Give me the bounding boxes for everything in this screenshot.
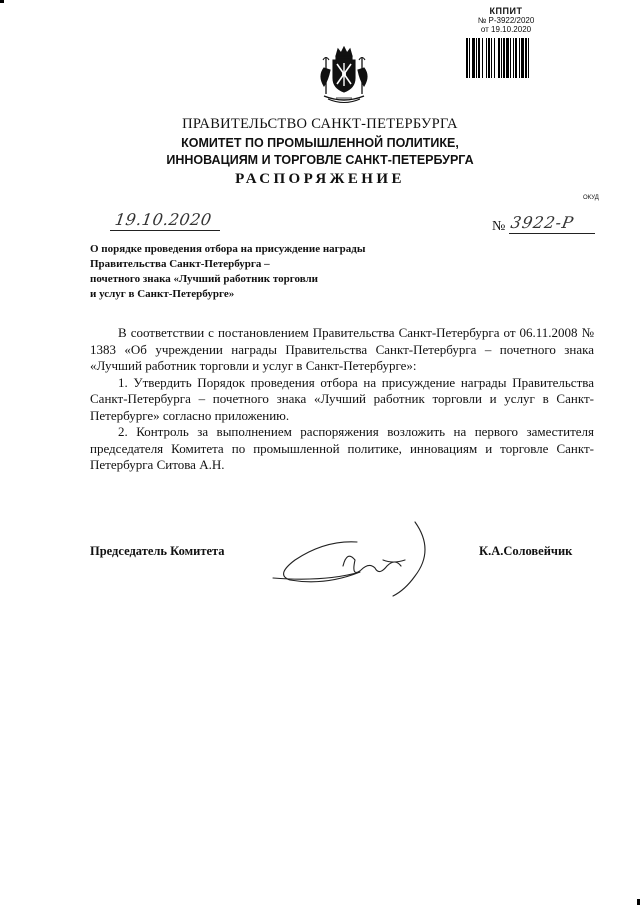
barcode-bar (506, 38, 509, 78)
intro-paragraph: В соответствии с постановлением Правительства Санкт-Петербурга от 06.11.2008 № 1383 «Об учреждении награды Правительства Санкт-Петербурга – почетного знака «Лучший работник торговли и услуг в Санкт-Петербурге»: (90, 325, 594, 373)
barcode-bar (515, 38, 517, 78)
document-date: 19.10.2020 (113, 210, 213, 229)
barcode-bar (501, 38, 502, 78)
government-title: ПРАВИТЕЛЬСТВО САНКТ-ПЕТЕРБУРГА (182, 116, 458, 132)
okud-label: ОКУД (583, 195, 599, 201)
date-underline (110, 230, 220, 231)
stamp-reg-number: № Р-3922/2020 (477, 16, 535, 25)
barcode-bar (498, 38, 500, 78)
barcode-bar (491, 38, 492, 78)
number-prefix: № (492, 219, 506, 234)
signatory-name: К.А.Соловейчик (479, 544, 573, 558)
barcode-bar (482, 38, 483, 78)
subject-line: Правительства Санкт-Петербурга – (90, 258, 270, 270)
barcode-bar (478, 38, 480, 78)
barcode-bar (503, 38, 505, 78)
document-number: 3922-Р (509, 213, 576, 232)
committee-name (0, 135, 640, 169)
barcode-bar (513, 38, 514, 78)
scan-artifact (0, 0, 4, 3)
committee-line: КОМИТЕТ ПО ПРОМЫШЛЕННОЙ ПОЛИТИКЕ, (181, 136, 459, 150)
barcode-bar (472, 38, 475, 78)
document-type: РАСПОРЯЖЕНИЕ (235, 171, 405, 187)
document-subject (90, 242, 430, 302)
barcode-bar (528, 38, 529, 78)
signatory-role: Председатель Комитета (90, 544, 225, 558)
barcode-bar (469, 38, 470, 78)
barcode-bar (486, 38, 487, 78)
barcode (465, 38, 553, 78)
stamp-reg-date: от 19.10.2020 (480, 25, 532, 34)
barcode-bar (476, 38, 477, 78)
stamp-org: КППИТ (489, 6, 523, 16)
handwritten-signature (265, 520, 445, 600)
barcode-bar (466, 38, 468, 78)
barcode-bar (494, 38, 495, 78)
number-underline (509, 233, 595, 234)
committee-line: ИННОВАЦИЯМ И ТОРГОВЛЕ САНКТ-ПЕТЕРБУРГА (166, 153, 474, 167)
coat-of-arms-icon (314, 46, 374, 108)
barcode-bar (521, 38, 524, 78)
subject-line: и услуг в Санкт-Петербурге» (90, 288, 235, 300)
registration-stamp (466, 6, 546, 34)
barcode-bar (519, 38, 520, 78)
barcode-bar (488, 38, 490, 78)
subject-line: О порядке проведения отбора на присуждение награды (90, 243, 366, 255)
barcode-bar (525, 38, 527, 78)
order-item-2: 2. Контроль за выполнением распоряжения возложить на первого заместителя председателя Комитета по промышленной политике, инновациям и торговле Санкт-Петербурга Ситова А.Н. (90, 424, 594, 472)
document-body (90, 325, 594, 474)
subject-line: почетного знака «Лучший работник торговли (90, 273, 318, 285)
barcode-bar (510, 38, 511, 78)
order-item-1: 1. Утвердить Порядок проведения отбора на присуждение награды Правительства Санкт-Петербурга – почетного знака «Лучший работник торговли и услуг в Санкт-Петербурге» согласно приложению. (90, 374, 594, 423)
